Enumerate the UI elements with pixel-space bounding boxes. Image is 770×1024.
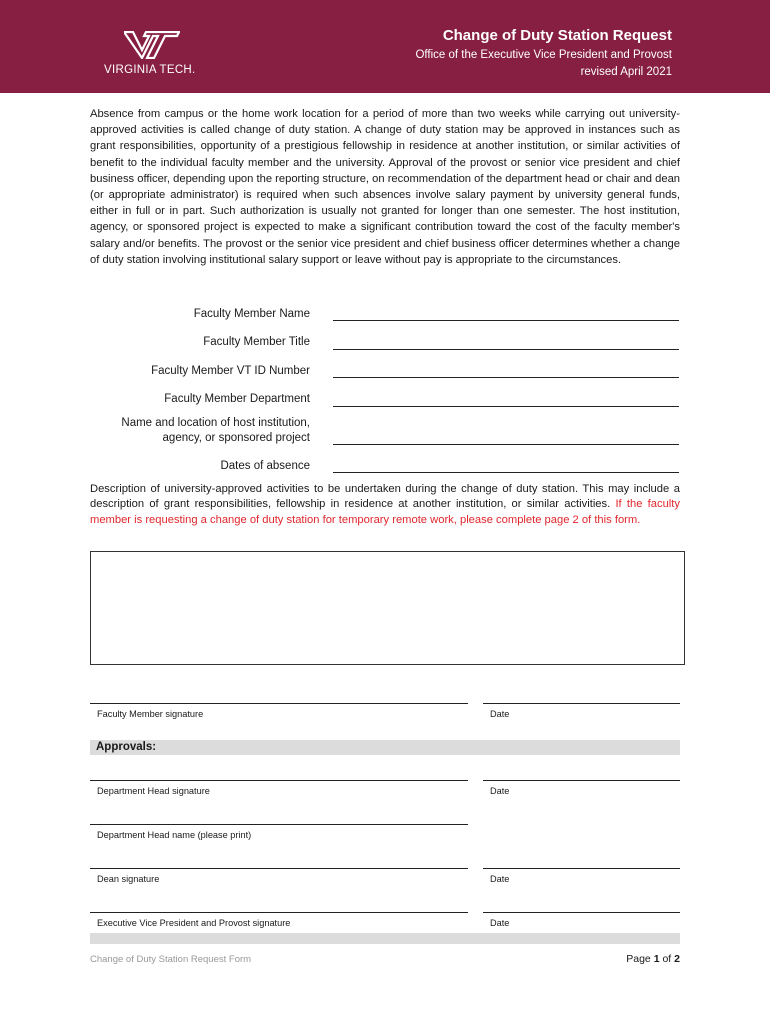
faculty-title-label: Faculty Member Title xyxy=(203,336,310,348)
dept-head-signature-field[interactable] xyxy=(90,780,468,781)
vt-logo-icon xyxy=(124,31,180,59)
page-prefix: Page xyxy=(626,953,651,965)
evp-date-label: Date xyxy=(490,918,510,928)
dean-date-field[interactable] xyxy=(483,868,680,869)
faculty-name-field[interactable] xyxy=(333,320,679,321)
description-textbox[interactable] xyxy=(90,551,685,665)
dean-date-label: Date xyxy=(490,874,510,884)
form-subtitle xyxy=(415,47,672,81)
approvals-label: Approvals: xyxy=(96,741,157,753)
faculty-signature-field[interactable] xyxy=(90,703,468,704)
description-instructions xyxy=(90,482,680,528)
virginia-tech-logo xyxy=(104,31,204,79)
footer-form-name: Change of Duty Station Request Form xyxy=(90,954,252,965)
office-name: Office of the Executive Vice President and Provost xyxy=(415,49,672,61)
page-number xyxy=(626,953,680,965)
faculty-title-field[interactable] xyxy=(333,349,679,350)
evp-signature-label: Executive Vice President and Provost signature xyxy=(97,918,291,928)
remote-work-note: If the faculty member is requesting a change of duty station for temporary remote work, please complete page 2 of this form. xyxy=(90,498,680,526)
page-of: of xyxy=(662,953,672,965)
dean-signature-field[interactable] xyxy=(90,868,468,869)
faculty-department-label: Faculty Member Department xyxy=(164,393,310,405)
logo-wordmark: VIRGINIA TECH. xyxy=(104,64,196,76)
description-text: Description of university-approved activities to be undertaken during the change of duty station. This may include a description of grant responsibilities, fellowship in residence at another institution, or similar activities. xyxy=(90,483,680,511)
dean-signature-label: Dean signature xyxy=(97,874,160,884)
faculty-signature-label: Faculty Member signature xyxy=(97,709,204,719)
page-header xyxy=(0,0,770,93)
host-institution-label xyxy=(121,416,310,446)
revision-date: revised April 2021 xyxy=(580,66,672,78)
faculty-date-field[interactable] xyxy=(483,703,680,704)
faculty-vt-id-field[interactable] xyxy=(333,377,679,378)
host-institution-label-line1: Name and location of host institution, xyxy=(121,417,310,429)
form-title: Change of Duty Station Request xyxy=(442,27,672,44)
host-institution-field[interactable] xyxy=(333,444,679,445)
dates-of-absence-field[interactable] xyxy=(333,472,679,473)
section-divider-bar xyxy=(90,933,680,944)
dept-head-name-label: Department Head name (please print) xyxy=(97,830,252,840)
page-total: 2 xyxy=(674,953,680,965)
host-institution-label-line2: agency, or sponsored project xyxy=(162,432,310,444)
intro-paragraph: Absence from campus or the home work location for a period of more than two weeks while carrying out university-approved activities is called change of duty station. A change of duty station may be approved in instances such as grant responsibilities, opportunity of a prestigious fellowship in residence at another institution, or similar activities of benefit to the individual faculty member and the university. Approval of the provost or senior vice president and chief business officer, depending upon the reporting structure, on recommendation of the department head or chair and dean (or appropriate administrator) is required when such absences involve salary payment by university general funds, either in full or in part. Such authorization is usually not granted for longer than one semester. The host institution, agency, or sponsored project is expected to make a significant contribution toward the cost of the faculty member's salary and/or benefits. The provost or the senior vice president and chief business officer determines whether a change of duty station involving institutional salary support or leave without pay is appropriate to the circumstances. xyxy=(90,108,681,266)
dates-of-absence-label: Dates of absence xyxy=(220,460,310,472)
evp-signature-field[interactable] xyxy=(90,912,468,913)
faculty-date-label: Date xyxy=(490,709,510,719)
dept-head-signature-label: Department Head signature xyxy=(97,786,210,796)
page-current: 1 xyxy=(653,953,660,965)
dept-head-date-label: Date xyxy=(490,786,510,796)
evp-date-field[interactable] xyxy=(483,912,680,913)
approvals-section-header xyxy=(90,740,680,755)
dept-head-date-field[interactable] xyxy=(483,780,680,781)
faculty-department-field[interactable] xyxy=(333,406,679,407)
faculty-vt-id-label: Faculty Member VT ID Number xyxy=(151,365,310,377)
dept-head-name-field[interactable] xyxy=(90,824,468,825)
faculty-name-label: Faculty Member Name xyxy=(193,308,310,320)
